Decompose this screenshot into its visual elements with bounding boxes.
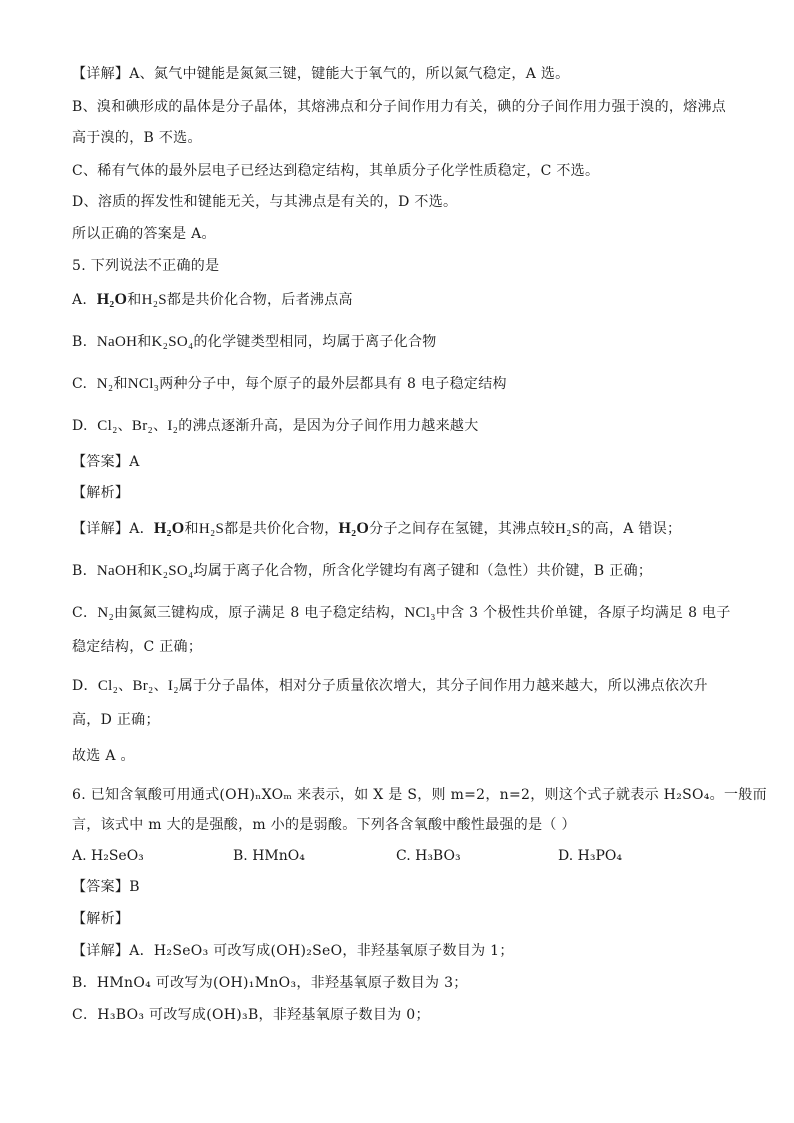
question-5-option-c: [72, 374, 507, 394]
explanation-c: C．H₃BO₃ 可改写成(OH)₃B，非羟基氧原子数目为 0；: [72, 1007, 430, 1023]
question-6-stem-line-2: 言，该式中 m 大的是强酸，m 小的是弱酸。下列各含氧酸中酸性最强的是（ ）: [72, 817, 576, 833]
explanation-line: B、溴和碘形成的晶体是分子晶体，其熔沸点和分子间作用力有关，碘的分子间作用力强于溴的，熔沸点: [72, 99, 727, 115]
answer-label: 【答案】B: [72, 879, 140, 895]
formula: Br₂: [131, 418, 154, 434]
text-fragment: 由氮氮三键构成，原子满足 8 电子稳定结构，: [113, 605, 405, 621]
question-6-option-d: D. H₃PO₄: [558, 848, 622, 864]
formula: H₂S: [198, 521, 225, 537]
analysis-label: 【解析】: [72, 911, 130, 927]
explanation-line: 高于溴的，B 不选。: [72, 130, 202, 146]
text-fragment: B．: [72, 563, 97, 579]
question-5-stem: 5. 下列说法不正确的是: [72, 258, 220, 274]
formula: H₂O: [96, 291, 128, 308]
text-fragment: 、: [153, 678, 168, 694]
text-fragment: 和: [113, 376, 128, 392]
formula: H₂O: [153, 520, 185, 537]
formula: NCl₃: [404, 605, 436, 621]
text-fragment: 和: [184, 521, 199, 537]
formula: Cl₂: [97, 418, 118, 434]
conclusion-line: 故选 A 。: [72, 748, 135, 764]
text-fragment: 的化学键类型相同，均属于离子化合物: [193, 334, 437, 350]
question-6-stem-line-1: 6. 已知含氧酸可用通式(OH)ₙXOₘ 来表示，如 X 是 S，则 m=2，n=2，则这个式子就表示 H₂SO₄。一般而: [72, 787, 767, 803]
text-fragment: 和: [137, 563, 152, 579]
text-fragment: 、: [118, 678, 133, 694]
formula: N₂: [96, 376, 114, 392]
analysis-label: 【解析】: [72, 485, 130, 501]
formula: NaOH: [96, 334, 138, 350]
text-fragment: 中含 3 个极性共价单键，各原子均满足 8 电子: [435, 605, 731, 621]
explanation-b: B．HMnO₄ 可改写为(OH)₁MnO₃，非羟基氧原子数目为 3；: [72, 975, 468, 991]
conclusion-line: 所以正确的答案是 A。: [72, 226, 216, 242]
formula: Cl₂: [97, 678, 119, 694]
text-fragment: 均属于离子化合物，所含化学键均有离子键和（急性）共价键，B 正确；: [193, 563, 653, 579]
text-fragment: 、: [153, 418, 168, 434]
formula: N₂: [97, 605, 114, 621]
formula: H₂S: [555, 521, 581, 537]
text-fragment: 的高，A 错误；: [580, 521, 682, 537]
formula: Br₂: [132, 678, 154, 694]
explanation-a: 【详解】A．H₂SeO₃ 可改写成(OH)₂SeO，非羟基氧原子数目为 1；: [72, 943, 514, 959]
answer-label: 【答案】A: [72, 454, 140, 470]
option-label: D.: [72, 418, 88, 434]
formula: I₂: [167, 678, 179, 694]
formula: H₂S: [141, 292, 167, 308]
text-fragment: 两种分子中，每个原子的最外层都具有 8 电子稳定结构: [159, 376, 507, 392]
explanation-c-continued: 稳定结构，C 正确；: [72, 639, 203, 655]
explanation-line: C、稀有气体的最外层电子已经达到稳定结构，其单质分子化学性质稳定，C 不选。: [72, 163, 600, 179]
formula: K₂SO₄: [151, 563, 194, 579]
formula: H₂O: [338, 520, 370, 537]
question-5-option-a: [72, 290, 353, 310]
option-label: C.: [72, 376, 88, 392]
question-6-option-a: A. H₂SeO₃: [72, 848, 144, 864]
text-fragment: 都是共价化合物，后者沸点高: [166, 292, 353, 308]
question-5-option-d: [72, 416, 479, 436]
text-fragment: 属于分子晶体，相对分子质量依次增大，其分子间作用力越来越大，所以沸点依次升: [178, 678, 708, 694]
explanation-line: 【详解】A、氮气中键能是氮氮三键，键能大于氧气的，所以氮气稳定，A 选。: [72, 66, 570, 82]
text-fragment: 分子之间存在氢键，其沸点较: [369, 521, 556, 537]
text-fragment: 和: [127, 292, 142, 308]
option-label: A.: [72, 292, 88, 308]
explanation-b: [72, 561, 652, 581]
explanation-line: D、溶质的挥发性和键能无关，与其沸点是有关的，D 不选。: [72, 194, 458, 210]
explanation-d-continued: 高，D 正确；: [72, 712, 160, 728]
explanation-c: [72, 603, 731, 623]
question-5-option-b: [72, 332, 437, 352]
formula: I₂: [167, 418, 179, 434]
question-6-option-b: B. HMnO₄: [233, 848, 305, 864]
option-label: B.: [72, 334, 88, 350]
formula: K₂SO₄: [151, 334, 194, 350]
formula: NCl₃: [127, 376, 160, 392]
explanation-a: [72, 519, 681, 539]
text-fragment: D．: [72, 678, 98, 694]
text-fragment: 的沸点逐渐升高，是因为分子间作用力越来越大: [178, 418, 479, 434]
explanation-d: [72, 676, 708, 696]
text-fragment: 和: [137, 334, 152, 350]
question-6-option-c: C. H₃BO₃: [396, 848, 461, 864]
formula: NaOH: [96, 563, 138, 579]
text-fragment: 、: [117, 418, 132, 434]
text-fragment: C．: [72, 605, 98, 621]
text-fragment: 【详解】A．: [72, 521, 154, 537]
text-fragment: 都是共价化合物，: [224, 521, 339, 537]
